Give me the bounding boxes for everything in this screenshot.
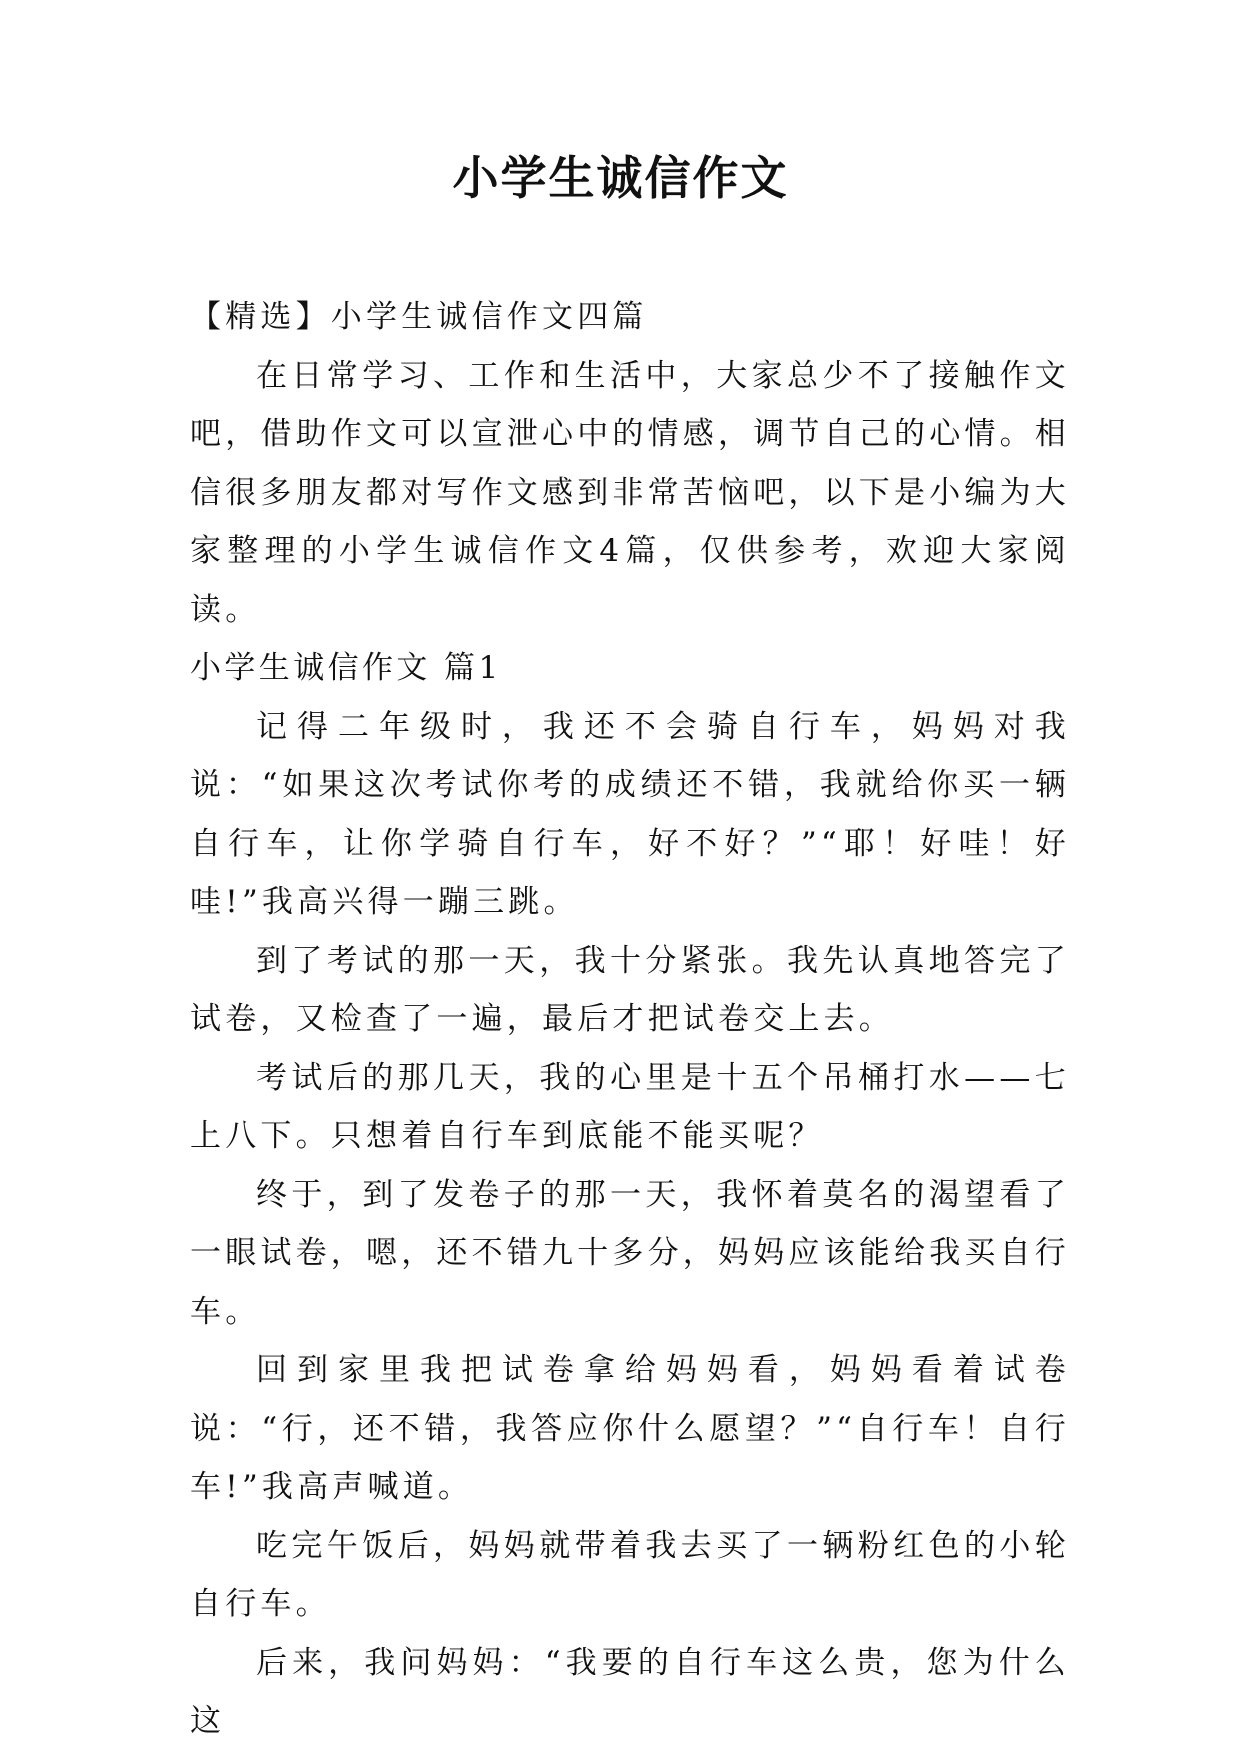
document-subtitle: 【精选】小学生诚信作文四篇 bbox=[190, 299, 648, 335]
body-paragraph: 终于，到了发卷子的那一天，我怀着莫名的渴望看了一眼试卷，嗯，还不错九十多分，妈妈应该能给我买自行车。 bbox=[190, 1176, 1070, 1330]
body-paragraph: 到了考试的那一天，我十分紧张。我先认真地答完了试卷，又检查了一遍，最后才把试卷交上去。 bbox=[190, 942, 1070, 1037]
body-paragraph: 考试后的那几天，我的心里是十五个吊桶打水——七上八下。只想着自行车到底能不能买呢？ bbox=[190, 1059, 1070, 1154]
document-body bbox=[190, 288, 1070, 1751]
body-paragraph: 吃完午饭后，妈妈就带着我去买了一辆粉红色的小轮自行车。 bbox=[190, 1527, 1070, 1622]
body-paragraph: 回到家里我把试卷拿给妈妈看，妈妈看着试卷说：“行，还不错，我答应你什么愿望？”“自行车！自行车!”我高声喊道。 bbox=[190, 1352, 1070, 1505]
document-title: 小学生诚信作文 bbox=[452, 151, 789, 205]
intro-paragraph: 在日常学习、工作和生活中，大家总少不了接触作文吧，借助作文可以宣泄心中的情感，调节自己的心情。相信很多朋友都对写作文感到非常苦恼吧，以下是小编为大家整理的小学生诚信作文4篇，仅供参考，欢迎大家阅读。 bbox=[190, 357, 1070, 628]
body-paragraph: 记得二年级时，我还不会骑自行车，妈妈对我说：“如果这次考试你考的成绩还不错，我就给你买一辆自行车，让你学骑自行车，好不好？”“耶！好哇！好哇!”我高兴得一蹦三跳。 bbox=[190, 708, 1070, 920]
body-paragraph: 后来，我问妈妈：“我要的自行车这么贵，您为什么这 bbox=[190, 1644, 1070, 1739]
section-heading: 小学生诚信作文 篇1 bbox=[190, 650, 502, 686]
